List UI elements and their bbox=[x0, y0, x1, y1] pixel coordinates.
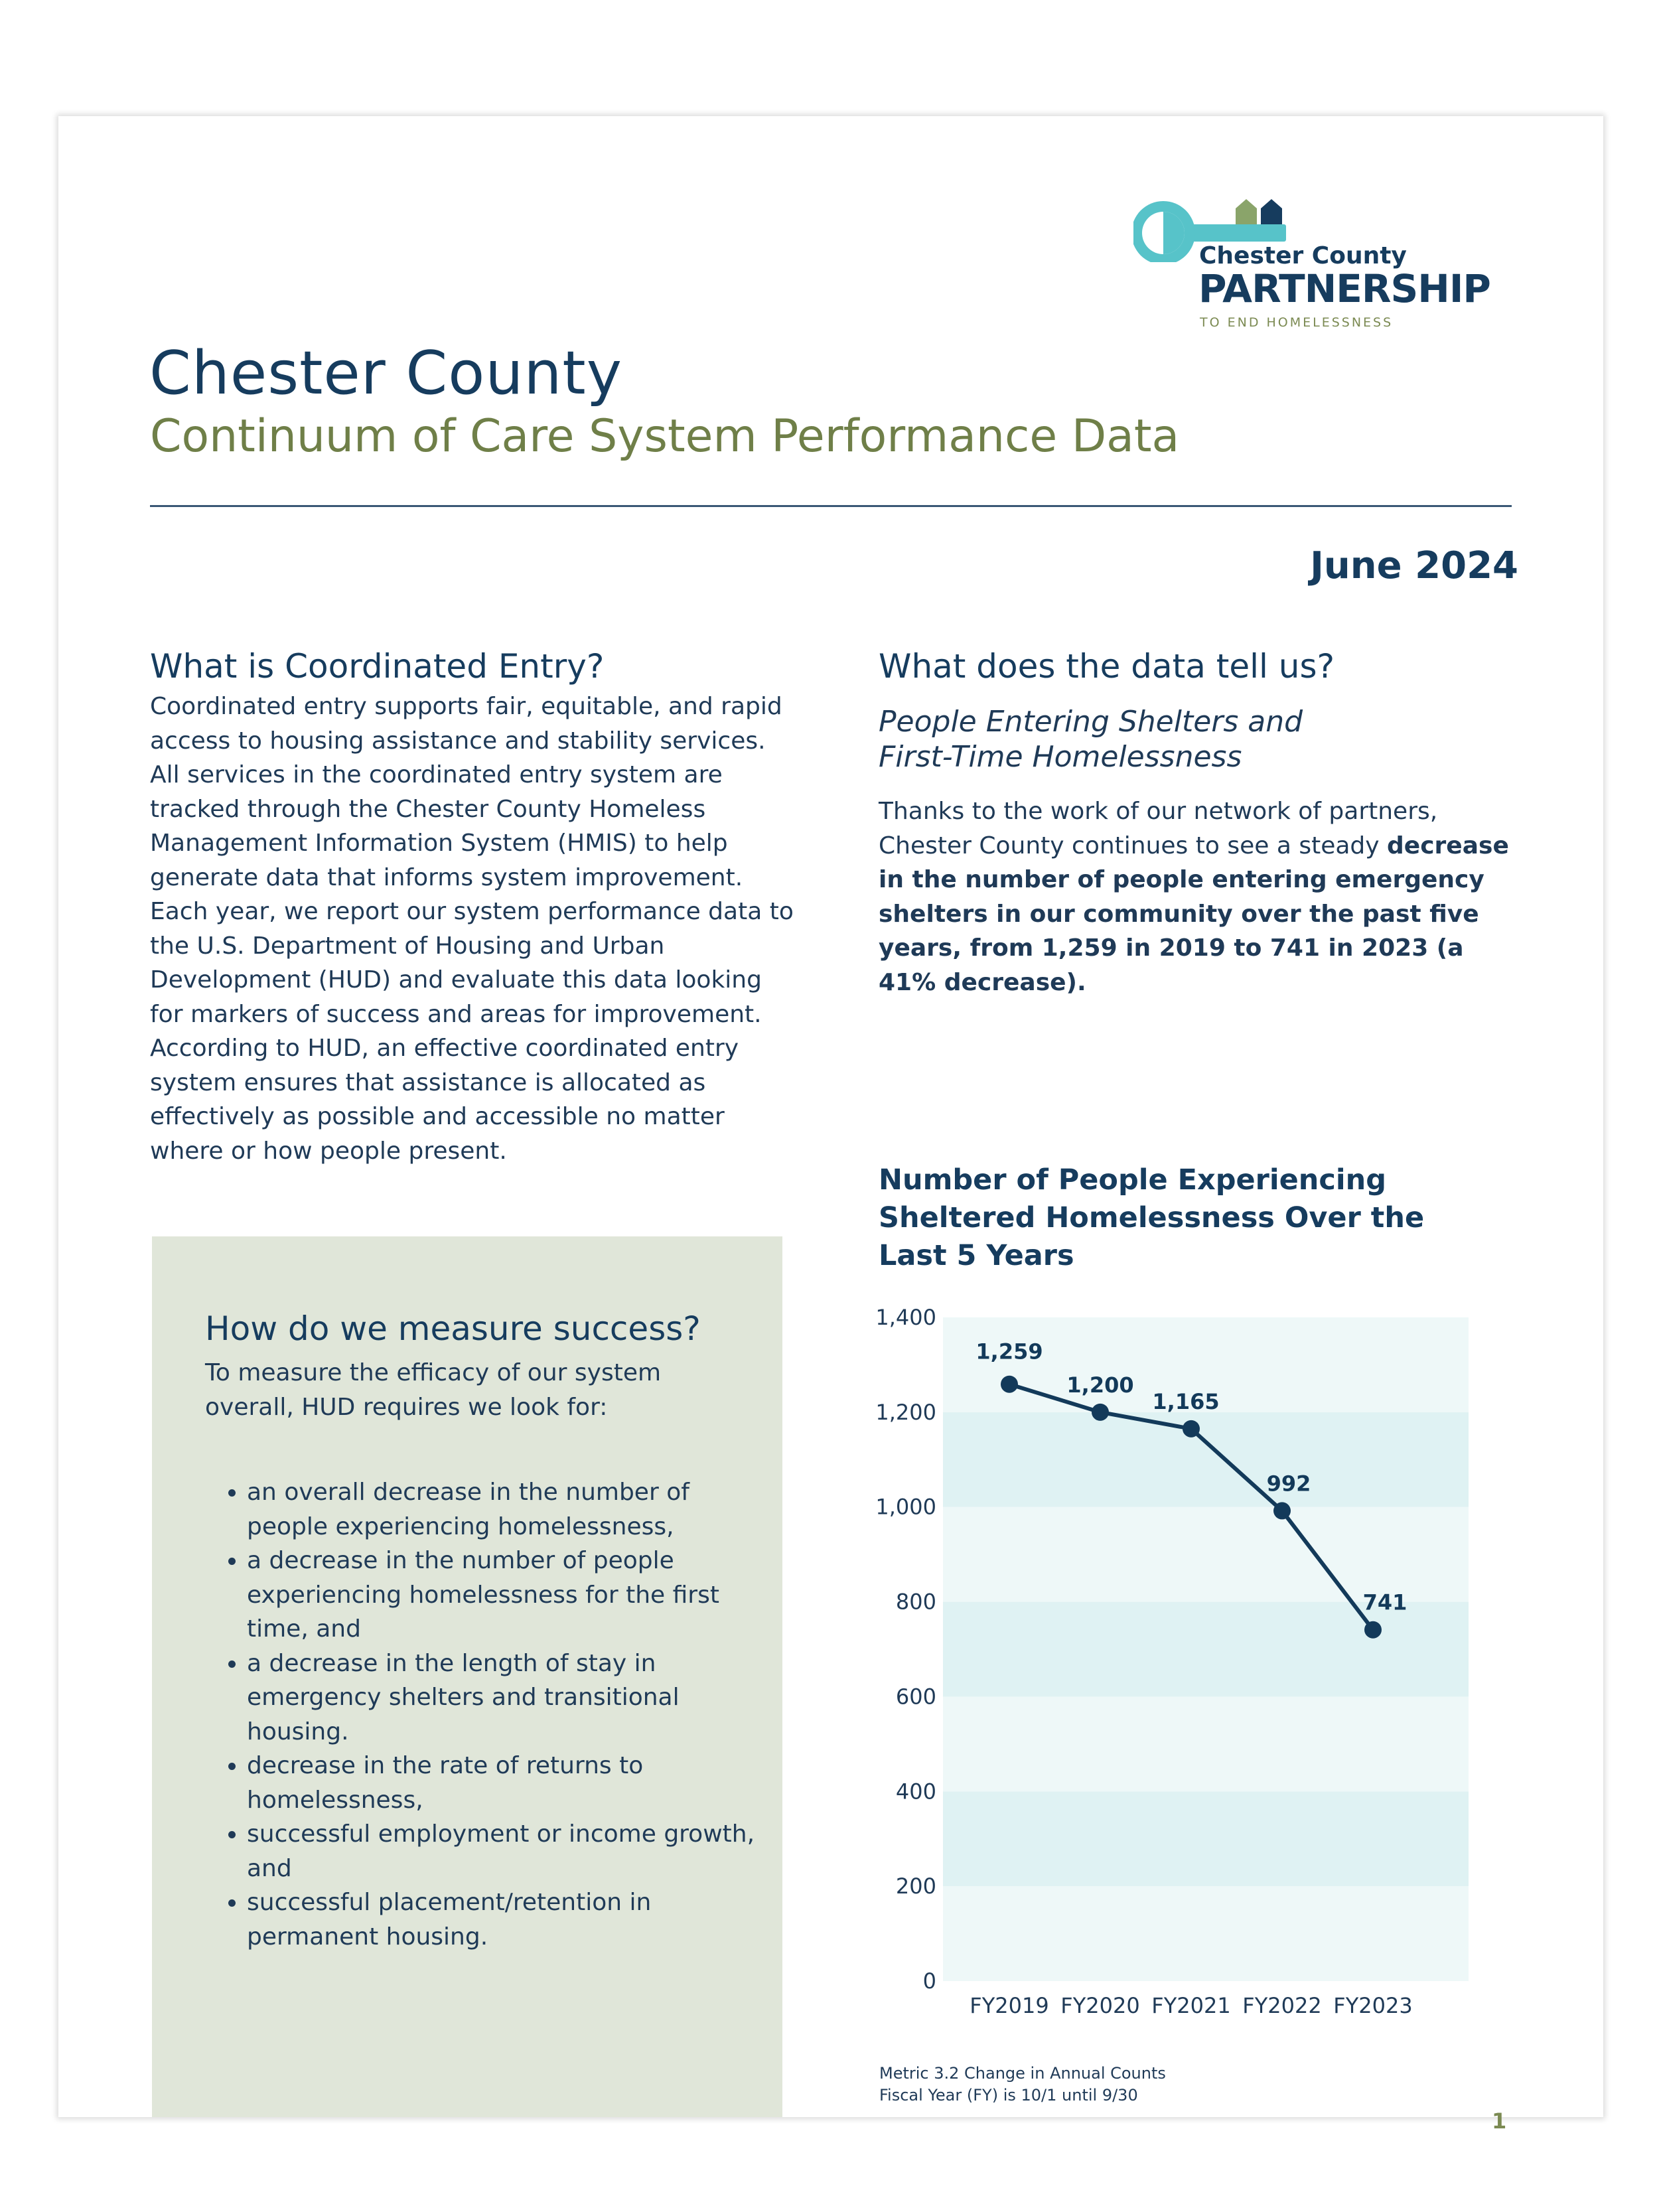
y-tick-label: 200 bbox=[895, 1874, 936, 1899]
y-tick-label: 1,200 bbox=[875, 1399, 936, 1425]
data-section bbox=[879, 647, 1516, 999]
data-label: 741 bbox=[1362, 1589, 1407, 1615]
list-item: • a decrease in the length of stay in emergency shelters and transitional housing. bbox=[247, 1647, 771, 1749]
data-subheading-line-1: People Entering Shelters and bbox=[879, 705, 1303, 739]
y-tick-label: 0 bbox=[922, 1968, 936, 1994]
data-heading: What does the data tell us? bbox=[879, 647, 1335, 686]
data-label: 1,259 bbox=[975, 1339, 1043, 1364]
y-tick-label: 400 bbox=[895, 1779, 936, 1805]
list-item: • decrease in the rate of returns to homelessness, bbox=[247, 1749, 771, 1817]
x-tick-label: FY2020 bbox=[1060, 1993, 1140, 2018]
header-divider bbox=[150, 505, 1512, 507]
chart-band bbox=[943, 1412, 1469, 1507]
chart-title-line-2: Sheltered Homelessness Over the bbox=[879, 1201, 1425, 1234]
chart-notes bbox=[879, 2063, 1166, 2106]
measure-success-intro: To measure the efficacy of our system overall, HUD requires we look for: bbox=[205, 1359, 662, 1421]
chart-note-1: Metric 3.2 Change in Annual Counts bbox=[879, 2064, 1166, 2083]
y-tick-label: 1,400 bbox=[875, 1305, 936, 1330]
list-item: • successful employment or income growth, and bbox=[247, 1817, 771, 1885]
chart-title-line-3: Last 5 Years bbox=[879, 1239, 1074, 1272]
measure-success-heading: How do we measure success? bbox=[205, 1309, 701, 1348]
document-page bbox=[58, 116, 1603, 2134]
list-item: • an overall decrease in the number of people experiencing homelessness, bbox=[247, 1475, 771, 1544]
data-point bbox=[1273, 1502, 1291, 1519]
x-tick-label: FY2023 bbox=[1333, 1993, 1413, 2018]
line-chart bbox=[865, 1297, 1528, 2047]
measure-success-panel bbox=[152, 1236, 782, 2117]
x-tick-label: FY2021 bbox=[1151, 1993, 1231, 2018]
x-tick-label: FY2019 bbox=[970, 1993, 1049, 2018]
data-label: 992 bbox=[1266, 1471, 1311, 1497]
chart-band bbox=[943, 1791, 1469, 1886]
data-label: 1,200 bbox=[1066, 1372, 1134, 1398]
report-date: June 2024 bbox=[1310, 544, 1518, 587]
chart-svg bbox=[865, 1297, 1528, 2047]
list-item: • successful placement/retention in permanent housing. bbox=[247, 1885, 771, 1954]
chart-band bbox=[943, 1507, 1469, 1602]
data-point bbox=[1092, 1404, 1109, 1421]
page-number: 1 bbox=[1492, 2108, 1507, 2134]
chart-note-2: Fiscal Year (FY) is 10/1 until 9/30 bbox=[879, 2086, 1138, 2104]
chart-band bbox=[943, 1602, 1469, 1697]
coordinated-entry-paragraph: Coordinated entry supports fair, equitable, and rapid access to housing assistance and stability services. All services in the coordinated entry system are tracked through the Chester County Homeless Management Information System (HMIS) to help generate data that informs system improvement. Each year, we report our system performance data to the U.S. Department of Housing and Urban Development (HUD) and evaluate this data looking for markers of success and areas for improvement. According to HUD, an effective coordinated entry system ensures that assistance is allocated as effectively as possible and accessible no matter where or how people present. bbox=[150, 693, 794, 1165]
data-subheading-line-2: First-Time Homelessness bbox=[879, 740, 1242, 774]
coordinated-entry-section bbox=[150, 647, 800, 1168]
chart-title-line-1: Number of People Experiencing bbox=[879, 1163, 1387, 1197]
data-subheading bbox=[879, 704, 1516, 774]
data-text-bold: decrease in the number of people entering emergency shelters in our community over the past five years, from 1,259 in 2019 to 741 in 2023 (a 41% decrease). bbox=[879, 832, 1509, 996]
data-point bbox=[1183, 1420, 1200, 1438]
chart-band bbox=[943, 1886, 1469, 1981]
partnership-logo bbox=[1133, 189, 1505, 335]
success-criteria-list bbox=[205, 1475, 771, 1954]
data-paragraph bbox=[879, 794, 1516, 999]
y-tick-label: 600 bbox=[895, 1684, 936, 1710]
page-subtitle: Continuum of Care System Performance Data bbox=[150, 410, 1180, 463]
chart-band bbox=[943, 1696, 1469, 1791]
y-tick-label: 800 bbox=[895, 1589, 936, 1615]
x-tick-label: FY2022 bbox=[1242, 1993, 1322, 2018]
logo-line-1: Chester County bbox=[1199, 242, 1407, 269]
data-point bbox=[1001, 1376, 1018, 1393]
logo-line-2: PARTNERSHIP bbox=[1198, 266, 1490, 311]
page-title: Chester County bbox=[149, 338, 622, 408]
logo-line-3: TO END HOMELESSNESS bbox=[1200, 315, 1394, 330]
list-item: • a decrease in the number of people experiencing homelessness for the first time, and bbox=[247, 1544, 771, 1647]
data-text-regular: Thanks to the work of our network of partners, Chester County continues to see a steady bbox=[879, 798, 1438, 859]
data-label: 1,165 bbox=[1152, 1388, 1220, 1414]
y-tick-label: 1,000 bbox=[875, 1494, 936, 1520]
chart-title bbox=[879, 1161, 1476, 1275]
data-point bbox=[1364, 1621, 1382, 1639]
coordinated-entry-heading: What is Coordinated Entry? bbox=[150, 647, 605, 686]
